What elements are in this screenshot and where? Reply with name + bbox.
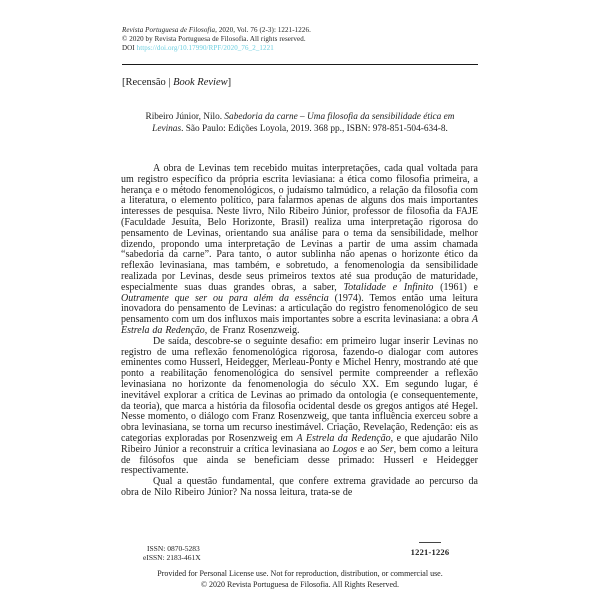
review-body <box>121 164 478 499</box>
paragraph: Qual a questão fundamental, que confere extrema gravidade ao percurso da obra de Nilo Ribeiro Júnior? Na nossa leitura, trata-se de <box>121 476 478 498</box>
eissn-line: eISSN: 2183-461X <box>143 553 201 562</box>
doi-label: DOI <box>122 44 135 53</box>
issn-block <box>143 544 201 562</box>
journal-header <box>122 26 478 54</box>
review-type-tag: [Recensão | Book Review] <box>122 77 232 88</box>
doi-link[interactable]: https://doi.org/10.17990/RPF/2020_76_2_1221 <box>136 44 274 53</box>
paragraph: A obra de Levinas tem recebido muitas interpretações, cada qual voltada para um registro específico da própria escrita leviasiana: a ética como filosofia primeira, a herança e o método fenomenológicos, o judaísmo talmúdico, a relação da filosofia com a literatura, o elemento político, para falarmos apenas de alguns dos mais importantes interesses de pesquisa. Neste livro, Nilo Ribeiro Júnior, professor de filosofia da FAJE (Faculdade Jesuíta, Belo Horizonte, Brasil) realiza uma interpretação rigorosa do pensamento de Levinas, orientando sua análise para o tema da sensibilidade, melhor dizendo, propondo uma interpretação de Levinas a partir de uma assim chamada “sabedoria da carne”. Para tanto, o autor sublinha não apenas o horizonte ético da reflexão levinasiana, mas também, e sobretudo, a fenomenologia da sensibilidade realizada por Levinas, desde seus primeiros textos até sua produção de maturidade, especialmente suas duas grandes obras, a saber, Totalidade e Infinito (1961) e Outramente que ser ou para além da essência (1974). Temos então uma leitura inovadora do pensamento de Levinas: a articulação do registro fenomenológico de seu pensamento com um dos influxos mais importantes sobre a escrita levinasiana: a obra A Estrela da Redenção, de Franz Rosenzweig. <box>121 163 478 336</box>
doi-line <box>122 44 478 53</box>
license-block <box>0 569 600 590</box>
page-range: 1221-1226 <box>410 547 450 557</box>
book-citation: Ribeiro Júnior, Nilo. Sabedoria da carne – Uma filosofia da sensibilidade ética em Levinas. São Paulo: Edições Loyola, 2019. 368 pp., ISBN: 978-851-504-634-8. <box>145 112 455 134</box>
license-line: Provided for Personal License use. Not for reproduction, distribution, or commercial use. <box>157 569 443 578</box>
journal-citation-line: Revista Portuguesa de Filosofia, 2020, Vol. 76 (2-3): 1221-1226. <box>122 26 311 34</box>
page-range-block <box>397 542 463 557</box>
copyright-line: © 2020 Revista Portuguesa de Filosofia. All Rights Reserved. <box>200 579 400 589</box>
journal-copyright-line: © 2020 by Revista Portuguesa de Filosofia. All rights reserved. <box>122 35 306 44</box>
issn-line: ISSN: 0870-5283 <box>147 544 200 553</box>
page-range-rule <box>419 542 441 543</box>
paragraph: De saída, descobre-se o seguinte desafio: em primeiro lugar inserir Levinas no registro de uma reflexão fenomenológica rigorosa, fazendo-o dialogar com autores eminentes como Husserl, Heidegger, Merleau-Ponty e Michel Henry, mostrando até que ponto a reabilitação fenomenológica do sensível permite compreender a reflexão levinasiana no horizonte da fenomenologia do século XX. Em segundo lugar, é inevitável explorar a crítica de Levinas ao primado da ontologia (e consequentemente, da teoria), que marca a história da filosofia ocidental desde os gregos antigos até Hegel. Nesse momento, o diálogo com Franz Rosenzweig, que tanta influência exerceu sobre a obra levinasiana, se torna um recurso inestimável. Criação, Revelação, Redenção: eis as categorias exploradas por Rosenzweig em A Estrela da Redenção, e que ajudarão Nilo Ribeiro Júnior a reconstruir a crítica levinasiana ao Logos e ao Ser, bem como a leitura de filósofos que ainda se beneficiam desse primado: Husserl e Heidegger respectivamente. <box>121 335 479 477</box>
header-rule <box>122 64 478 65</box>
